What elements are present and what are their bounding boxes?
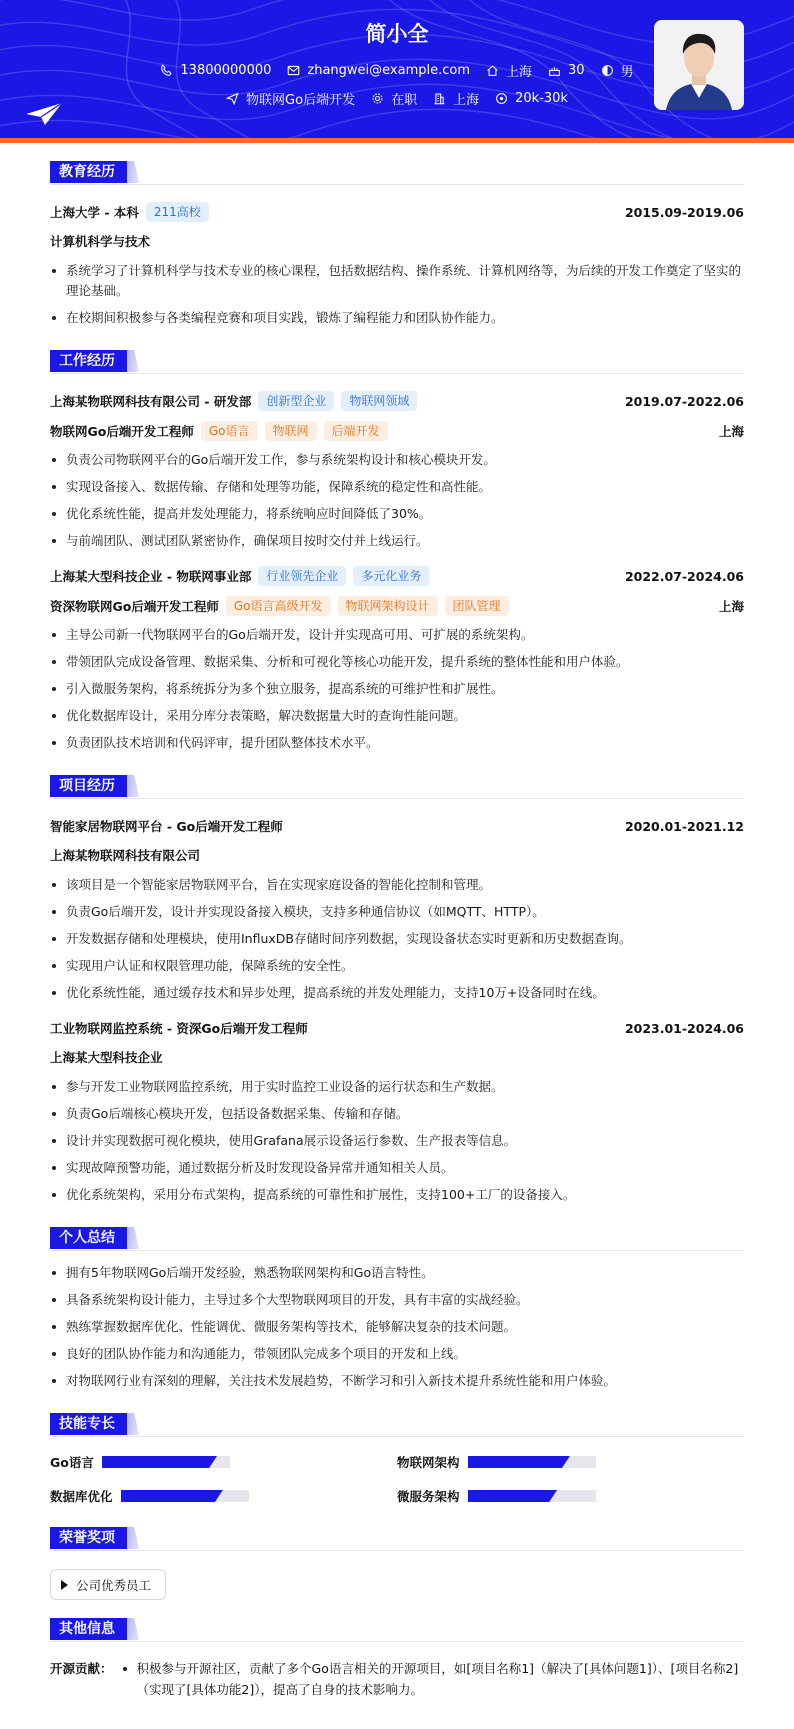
list-item: 优化系统性能，通过缓存技术和异步处理，提高系统的并发处理能力，支持10万+设备同时在线。	[50, 983, 744, 1003]
list-item: 熟练掌握数据库优化、性能调优、微服务架构等技术，能够解决复杂的技术问题。	[50, 1317, 744, 1337]
skill-name: 数据库优化	[50, 1489, 113, 1504]
job-entry	[50, 390, 744, 551]
age-item	[548, 61, 585, 80]
section-header	[50, 1413, 744, 1437]
skill-item	[397, 1453, 744, 1471]
section-title: 个人总结	[50, 1227, 127, 1249]
phone-item	[160, 61, 271, 80]
job-location: 上海	[718, 424, 744, 439]
project-name: 工业物联网监控系统 - 资深Go后端开发工程师	[50, 1021, 308, 1036]
company-tag: 行业领先企业	[258, 566, 346, 586]
education-section	[50, 161, 744, 328]
avatar-portrait-icon	[654, 20, 744, 110]
skill-name: Go语言	[50, 1455, 94, 1470]
award-label: 公司优秀员工	[76, 1577, 152, 1593]
list-item: 实现设备接入、数据传输、存储和处理等功能，保障系统的稳定性和高性能。	[50, 477, 744, 497]
job-entry	[50, 565, 744, 753]
education-date: 2015.09-2019.06	[624, 204, 744, 220]
projects-section	[50, 775, 744, 1205]
position-tag: Go语言高级开发	[226, 596, 331, 616]
project-company: 上海某物联网科技有限公司	[50, 848, 201, 863]
list-item: 系统学习了计算机科学与技术专业的核心课程，包括数据结构、操作系统、计算机网络等，为后续的开发工作奠定了坚实的理论基础。	[50, 261, 744, 301]
summary-bullets	[50, 1263, 744, 1391]
target-job-text: 物联网Go后端开发	[246, 93, 356, 108]
email-icon	[287, 64, 300, 77]
section-header	[50, 350, 744, 374]
coin-icon	[495, 92, 508, 105]
list-item: 实现用户认证和权限管理功能，保障系统的安全性。	[50, 956, 744, 976]
project-date: 2023.01-2024.06	[624, 1020, 744, 1036]
target-city-item	[433, 89, 479, 108]
section-title: 项目经历	[50, 775, 127, 797]
skill-item	[397, 1487, 744, 1505]
skills-grid	[50, 1453, 744, 1505]
list-item: 该项目是一个智能家居物联网平台，旨在实现家庭设备的智能化控制和管理。	[50, 875, 744, 895]
section-title: 其他信息	[50, 1618, 127, 1640]
list-item: 拥有5年物联网Go后端开发经验，熟悉物联网架构和Go语言特性。	[50, 1263, 744, 1283]
list-item: 在校期间积极参与各类编程竞赛和项目实践，锻炼了编程能力和团队协作能力。	[50, 308, 744, 328]
header-accent-stripe	[0, 138, 794, 143]
position-tag: 后端开发	[324, 421, 388, 441]
candidate-name: 简小全	[365, 22, 429, 46]
work-section	[50, 350, 744, 753]
list-item: 开发数据存储和处理模块，使用InfluxDB存储时间序列数据，实现设备状态实时更新和历史数据查询。	[50, 929, 744, 949]
list-item: 负责团队技术培训和代码评审，提升团队整体技术水平。	[50, 733, 744, 753]
section-header	[50, 1618, 744, 1642]
list-item: 带领团队完成设备管理、数据采集、分析和可视化等核心功能开发，提升系统的整体性能和用户体验。	[50, 652, 744, 672]
project-bullets	[50, 875, 744, 1003]
section-title: 工作经历	[50, 350, 127, 372]
company-tag: 多元化业务	[353, 566, 429, 586]
list-item: 参与开发工业物联网监控系统，用于实时监控工业设备的运行状态和生产数据。	[50, 1077, 744, 1097]
skill-bar-fill	[468, 1456, 570, 1468]
city-text: 上海	[506, 65, 533, 80]
other-section	[50, 1618, 744, 1700]
paper-plane-icon	[25, 102, 63, 126]
section-title: 技能专长	[50, 1413, 127, 1435]
triangle-right-icon	[61, 1580, 68, 1590]
email-item	[287, 61, 470, 80]
city-item	[486, 61, 532, 80]
skill-bar	[121, 1490, 249, 1502]
status-text: 在职	[391, 93, 418, 108]
job-position: 物联网Go后端开发工程师	[50, 424, 194, 439]
job-date: 2022.07-2024.06	[624, 568, 744, 584]
section-title: 教育经历	[50, 161, 127, 183]
award-item[interactable]	[50, 1569, 166, 1600]
position-tag: 团队管理	[445, 596, 509, 616]
project-date: 2020.01-2021.12	[624, 818, 744, 834]
phone-text: 13800000000	[180, 63, 272, 78]
salary-item	[495, 89, 568, 108]
project-bullets	[50, 1077, 744, 1205]
gender-item	[601, 61, 634, 80]
list-item: 优化系统架构，采用分布式架构，提高系统的可靠性和扩展性，支持100+工厂的设备接入。	[50, 1185, 744, 1205]
list-item: 具备系统架构设计能力，主导过多个大型物联网项目的开发，具有丰富的实战经验。	[50, 1290, 744, 1310]
resume-header	[0, 0, 794, 140]
job-bullets	[50, 450, 744, 551]
skill-bar	[102, 1456, 230, 1468]
education-row	[50, 201, 744, 223]
section-header	[50, 775, 744, 799]
other-info-row	[50, 1658, 744, 1700]
skill-bar-fill	[121, 1490, 223, 1502]
project-entry	[50, 815, 744, 1003]
salary-text: 20k-30k	[515, 91, 568, 106]
list-item: 良好的团队协作能力和沟通能力，带领团队完成多个项目的开发和上线。	[50, 1344, 744, 1364]
position-tag: 物联网架构设计	[338, 596, 438, 616]
honors-section	[50, 1527, 744, 1600]
list-item: 负责公司物联网平台的Go后端开发工作，参与系统架构设计和核心模块开发。	[50, 450, 744, 470]
send-icon	[226, 92, 239, 105]
job-bullets	[50, 625, 744, 753]
skill-bar-fill	[102, 1456, 217, 1468]
position-tag: 物联网	[265, 421, 317, 441]
age-text: 30	[568, 63, 585, 78]
target-city-text: 上海	[453, 93, 480, 108]
list-item: 与前端团队、测试团队紧密协作，确保项目按时交付并上线运行。	[50, 531, 744, 551]
target-job-item	[226, 89, 355, 108]
list-item: 优化系统性能，提高并发处理能力，将系统响应时间降低了30%。	[50, 504, 744, 524]
skill-item	[50, 1487, 397, 1505]
job-location: 上海	[718, 599, 744, 614]
project-entry	[50, 1017, 744, 1205]
phone-icon	[160, 64, 173, 77]
section-header	[50, 1527, 744, 1551]
list-item: 负责Go后端核心模块开发，包括设备数据采集、传输和存储。	[50, 1104, 744, 1124]
list-item: 优化数据库设计，采用分库分表策略，解决数据量大时的查询性能问题。	[50, 706, 744, 726]
resume-body	[50, 161, 744, 1722]
skill-bar	[468, 1490, 596, 1502]
project-company: 上海某大型科技企业	[50, 1050, 163, 1065]
job-position: 资深物联网Go后端开发工程师	[50, 599, 219, 614]
skill-bar-fill	[468, 1490, 558, 1502]
avatar	[654, 20, 744, 110]
email-text: zhangwei@example.com	[307, 63, 471, 78]
list-item: 设计并实现数据可视化模块，使用Grafana展示设备运行参数、生产报表等信息。	[50, 1131, 744, 1151]
school-name: 上海大学 - 本科	[50, 205, 139, 220]
list-item: 负责Go后端开发，设计并实现设备接入模块，支持多种通信协议（如MQTT、HTTP）。	[50, 902, 744, 922]
company-name: 上海某大型科技企业 - 物联网事业部	[50, 569, 252, 584]
education-bullets	[50, 261, 744, 328]
status-item	[371, 89, 417, 108]
building-icon	[433, 92, 446, 105]
list-item: 引入微服务架构，将系统拆分为多个独立服务，提高系统的可维护性和扩展性。	[50, 679, 744, 699]
other-info-label: 开源贡献：	[50, 1661, 113, 1676]
section-header	[50, 1227, 744, 1251]
skill-name: 微服务架构	[397, 1489, 460, 1504]
company-tag: 物联网领域	[341, 391, 417, 411]
job-date: 2019.07-2022.06	[624, 393, 744, 409]
project-name: 智能家居物联网平台 - Go后端开发工程师	[50, 819, 283, 834]
skills-section	[50, 1413, 744, 1505]
skill-name: 物联网架构	[397, 1455, 460, 1470]
summary-section	[50, 1227, 744, 1391]
company-name: 上海某物联网科技有限公司 - 研发部	[50, 394, 252, 409]
list-item: 主导公司新一代物联网平台的Go后端开发，设计并实现高可用、可扩展的系统架构。	[50, 625, 744, 645]
position-tag: Go语言	[201, 421, 258, 441]
skill-item	[50, 1453, 397, 1471]
list-item: 对物联网行业有深刻的理解，关注技术发展趋势，不断学习和引入新技术提升系统性能和用户体验。	[50, 1371, 744, 1391]
school-tag: 211高校	[146, 202, 209, 222]
other-info-text: 积极参与开源社区，贡献了多个Go语言相关的开源项目，如[项目名称1]（解决了[具体问题1]）、[项目名称2]（实现了[具体功能2]），提高了自身的技术影响力。	[113, 1658, 744, 1700]
cake-icon	[548, 64, 561, 77]
gender-text: 男	[620, 65, 634, 80]
section-header	[50, 161, 744, 185]
gender-icon	[601, 64, 614, 77]
skill-bar	[468, 1456, 596, 1468]
gear-icon	[371, 92, 384, 105]
home-icon	[486, 64, 499, 77]
company-tag: 创新型企业	[258, 391, 334, 411]
list-item: 实现故障预警功能，通过数据分析及时发现设备异常并通知相关人员。	[50, 1158, 744, 1178]
major: 计算机科学与技术	[50, 234, 151, 249]
section-title: 荣誉奖项	[50, 1527, 127, 1549]
